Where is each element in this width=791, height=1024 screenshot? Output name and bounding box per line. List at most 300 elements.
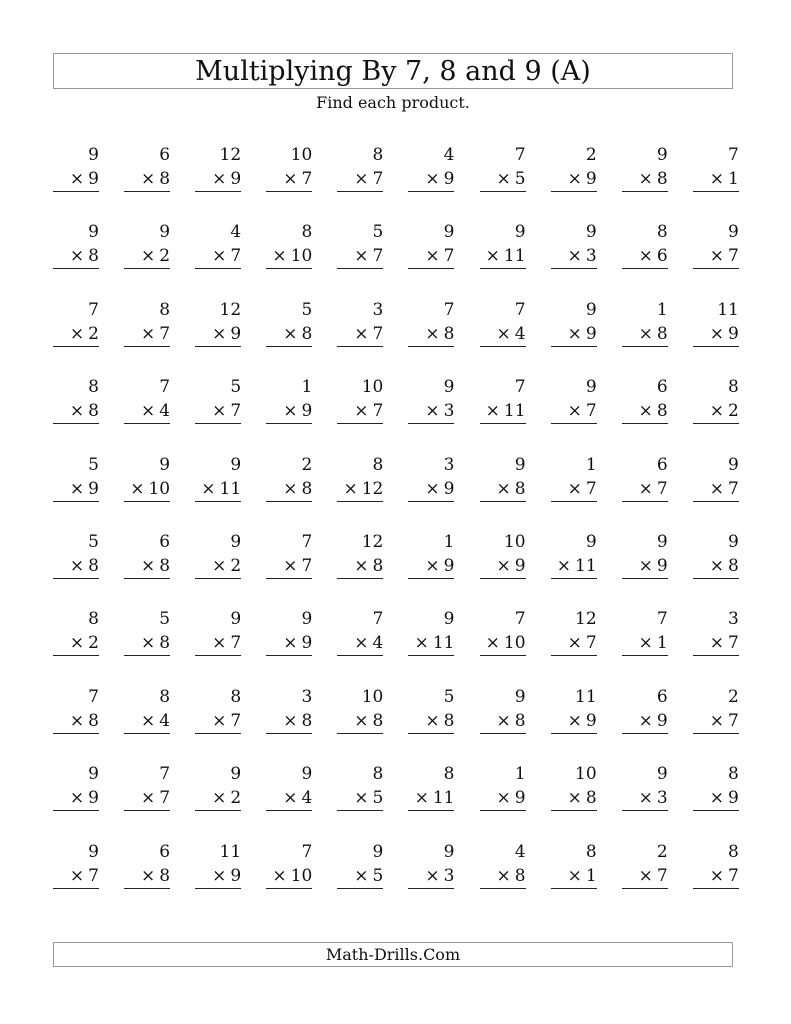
times-sign: × bbox=[69, 865, 85, 886]
footer-site-name: Math-Drills.Com bbox=[325, 944, 461, 964]
multiplier: 11 bbox=[575, 555, 597, 576]
multiplier: 7 bbox=[728, 865, 739, 886]
multiplier: 1 bbox=[656, 633, 668, 654]
times-sign: × bbox=[283, 633, 298, 654]
multiplier: 4 bbox=[301, 788, 313, 809]
times-sign: × bbox=[709, 710, 725, 731]
problem bbox=[266, 143, 312, 220]
times-sign: × bbox=[283, 710, 298, 731]
multiplier-row bbox=[408, 631, 454, 656]
multiplier-row bbox=[693, 864, 739, 889]
times-sign: × bbox=[638, 401, 653, 422]
times-sign: × bbox=[141, 169, 156, 189]
times-sign: × bbox=[425, 246, 440, 267]
multiplier-row bbox=[53, 167, 99, 192]
multiplicand: 9 bbox=[230, 531, 242, 552]
multiplier: 8 bbox=[159, 633, 171, 654]
multiplier: 1 bbox=[585, 865, 597, 886]
multiplier-row bbox=[408, 322, 454, 347]
multiplicand: 7 bbox=[88, 299, 99, 320]
multiplier-row bbox=[195, 244, 241, 269]
multiplier: 7 bbox=[88, 865, 99, 886]
problem bbox=[124, 685, 170, 762]
times-sign: × bbox=[638, 169, 653, 189]
problem bbox=[408, 607, 454, 684]
problem bbox=[622, 840, 668, 917]
problem bbox=[195, 685, 241, 762]
multiplier: 8 bbox=[88, 401, 99, 422]
multiplicand: 8 bbox=[443, 764, 455, 785]
multiplier-row bbox=[124, 167, 170, 192]
multiplicand: 5 bbox=[301, 299, 313, 320]
multiplier-row bbox=[337, 322, 383, 347]
times-sign: × bbox=[283, 323, 298, 344]
times-sign: × bbox=[496, 788, 511, 809]
multiplicand: 8 bbox=[728, 377, 739, 398]
multiplier: 7 bbox=[301, 169, 313, 189]
problem bbox=[53, 762, 99, 839]
problem bbox=[337, 143, 383, 220]
problem bbox=[266, 453, 312, 530]
multiplier: 8 bbox=[728, 555, 739, 576]
multiplier-row bbox=[124, 864, 170, 889]
problem bbox=[337, 375, 383, 452]
problem bbox=[195, 298, 241, 375]
times-sign: × bbox=[425, 865, 440, 886]
times-sign: × bbox=[69, 246, 85, 267]
problem bbox=[480, 298, 526, 375]
multiplier: 9 bbox=[301, 633, 313, 654]
times-sign: × bbox=[212, 246, 227, 267]
multiplier: 7 bbox=[230, 401, 242, 422]
multiplier: 7 bbox=[230, 710, 242, 731]
times-sign: × bbox=[709, 555, 725, 576]
problem bbox=[480, 143, 526, 220]
multiplier: 8 bbox=[301, 323, 313, 344]
multiplier-row bbox=[124, 322, 170, 347]
times-sign: × bbox=[485, 633, 500, 654]
multiplicand: 9 bbox=[728, 222, 739, 243]
multiplier-row bbox=[551, 477, 597, 502]
times-sign: × bbox=[567, 323, 582, 344]
times-sign: × bbox=[354, 788, 369, 809]
problem bbox=[195, 453, 241, 530]
multiplier-row bbox=[480, 167, 526, 192]
multiplier-row bbox=[551, 864, 597, 889]
multiplier: 8 bbox=[159, 169, 171, 189]
problem bbox=[693, 762, 739, 839]
multiplicand: 8 bbox=[88, 609, 99, 630]
multiplicand: 9 bbox=[88, 841, 99, 862]
problem bbox=[337, 530, 383, 607]
multiplier: 8 bbox=[656, 169, 668, 189]
problem bbox=[551, 840, 597, 917]
times-sign: × bbox=[69, 633, 85, 654]
multiplicand: 3 bbox=[372, 299, 384, 320]
multiplier: 3 bbox=[585, 246, 597, 267]
times-sign: × bbox=[141, 710, 156, 731]
multiplier-row bbox=[408, 709, 454, 734]
multiplier-row bbox=[480, 786, 526, 811]
multiplier: 1 bbox=[728, 169, 739, 189]
multiplier: 8 bbox=[88, 246, 99, 267]
times-sign: × bbox=[425, 323, 440, 344]
problem bbox=[266, 220, 312, 297]
problem bbox=[551, 453, 597, 530]
multiplier-row bbox=[195, 322, 241, 347]
multiplier: 11 bbox=[503, 401, 526, 422]
multiplier-row bbox=[195, 631, 241, 656]
multiplicand: 2 bbox=[585, 145, 597, 165]
multiplicand: 8 bbox=[728, 764, 739, 785]
times-sign: × bbox=[354, 401, 369, 422]
problem bbox=[622, 685, 668, 762]
problem bbox=[480, 840, 526, 917]
problem bbox=[266, 840, 312, 917]
multiplicand: 2 bbox=[728, 686, 739, 707]
multiplier-row bbox=[124, 631, 170, 656]
times-sign: × bbox=[212, 555, 227, 576]
multiplier-row bbox=[622, 167, 668, 192]
problem bbox=[53, 840, 99, 917]
multiplier: 7 bbox=[728, 246, 739, 267]
problem bbox=[408, 530, 454, 607]
problem bbox=[408, 298, 454, 375]
multiplicand: 6 bbox=[159, 145, 171, 165]
multiplier: 10 bbox=[148, 478, 171, 499]
multiplier: 8 bbox=[301, 710, 313, 731]
times-sign: × bbox=[69, 710, 85, 731]
multiplier-row bbox=[693, 554, 739, 579]
problem bbox=[124, 840, 170, 917]
problem bbox=[551, 762, 597, 839]
problem bbox=[266, 530, 312, 607]
multiplicand: 6 bbox=[159, 841, 171, 862]
multiplicand: 3 bbox=[443, 454, 455, 475]
multiplier-row bbox=[480, 399, 526, 424]
times-sign: × bbox=[283, 401, 298, 422]
times-sign: × bbox=[638, 246, 653, 267]
problem bbox=[337, 220, 383, 297]
multiplier-row bbox=[337, 244, 383, 269]
multiplicand: 7 bbox=[301, 531, 313, 552]
multiplicand: 9 bbox=[159, 454, 171, 475]
times-sign: × bbox=[414, 788, 429, 809]
multiplier-row bbox=[124, 786, 170, 811]
times-sign: × bbox=[283, 478, 298, 499]
times-sign: × bbox=[485, 246, 500, 267]
problem bbox=[408, 762, 454, 839]
times-sign: × bbox=[709, 478, 725, 499]
multiplier-row bbox=[551, 167, 597, 192]
multiplier: 8 bbox=[443, 710, 455, 731]
multiplier: 7 bbox=[728, 478, 739, 499]
multiplicand: 7 bbox=[372, 609, 384, 630]
multiplier-row bbox=[53, 554, 99, 579]
multiplicand: 8 bbox=[88, 377, 99, 398]
multiplier: 9 bbox=[514, 788, 526, 809]
multiplier: 9 bbox=[656, 710, 668, 731]
times-sign: × bbox=[212, 633, 227, 654]
problem bbox=[408, 685, 454, 762]
multiplicand: 9 bbox=[656, 531, 668, 552]
problem bbox=[195, 220, 241, 297]
problem bbox=[337, 685, 383, 762]
problem bbox=[480, 685, 526, 762]
problem bbox=[693, 143, 739, 220]
multiplier: 9 bbox=[301, 401, 313, 422]
problem bbox=[195, 607, 241, 684]
times-sign: × bbox=[354, 323, 369, 344]
times-sign: × bbox=[130, 478, 145, 499]
multiplicand: 9 bbox=[443, 222, 455, 243]
times-sign: × bbox=[709, 401, 725, 422]
multiplier-row bbox=[53, 709, 99, 734]
multiplier: 9 bbox=[88, 169, 99, 189]
times-sign: × bbox=[354, 633, 369, 654]
multiplicand: 3 bbox=[301, 686, 313, 707]
instructions: Find each product. bbox=[316, 93, 470, 112]
multiplier-row bbox=[53, 244, 99, 269]
multiplier: 7 bbox=[443, 246, 455, 267]
multiplier: 9 bbox=[443, 478, 455, 499]
multiplier-row bbox=[53, 631, 99, 656]
multiplicand: 9 bbox=[514, 222, 526, 243]
problem bbox=[480, 453, 526, 530]
multiplier: 4 bbox=[514, 323, 526, 344]
multiplicand: 9 bbox=[656, 145, 668, 165]
multiplier-row bbox=[337, 786, 383, 811]
multiplicand: 5 bbox=[372, 222, 384, 243]
problem bbox=[266, 298, 312, 375]
times-sign: × bbox=[496, 169, 511, 189]
times-sign: × bbox=[212, 865, 227, 886]
multiplier: 8 bbox=[88, 710, 99, 731]
multiplier-row bbox=[480, 244, 526, 269]
multiplicand: 7 bbox=[656, 609, 668, 630]
multiplier: 9 bbox=[443, 555, 455, 576]
multiplicand: 9 bbox=[514, 686, 526, 707]
multiplicand: 7 bbox=[301, 841, 313, 862]
multiplicand: 10 bbox=[361, 377, 384, 398]
multiplier: 7 bbox=[230, 633, 242, 654]
multiplicand: 9 bbox=[656, 764, 668, 785]
times-sign: × bbox=[567, 633, 582, 654]
problem bbox=[53, 220, 99, 297]
times-sign: × bbox=[638, 788, 653, 809]
multiplier: 2 bbox=[88, 633, 99, 654]
multiplicand: 9 bbox=[585, 531, 597, 552]
multiplier: 10 bbox=[290, 246, 313, 267]
times-sign: × bbox=[425, 401, 440, 422]
multiplier: 7 bbox=[585, 478, 597, 499]
problem bbox=[551, 220, 597, 297]
multiplier-row bbox=[622, 864, 668, 889]
multiplier-row bbox=[622, 477, 668, 502]
problem bbox=[693, 453, 739, 530]
multiplier: 9 bbox=[728, 788, 739, 809]
times-sign: × bbox=[567, 788, 582, 809]
multiplicand: 9 bbox=[88, 145, 99, 165]
problem-grid bbox=[53, 143, 739, 917]
multiplier-row bbox=[551, 554, 597, 579]
multiplier: 9 bbox=[585, 323, 597, 344]
times-sign: × bbox=[485, 401, 500, 422]
multiplier: 9 bbox=[230, 323, 242, 344]
multiplier: 7 bbox=[372, 323, 384, 344]
times-sign: × bbox=[709, 865, 725, 886]
multiplier-row bbox=[195, 864, 241, 889]
times-sign: × bbox=[425, 555, 440, 576]
multiplier-row bbox=[53, 399, 99, 424]
problem bbox=[124, 375, 170, 452]
multiplier-row bbox=[622, 631, 668, 656]
multiplier: 8 bbox=[514, 478, 526, 499]
times-sign: × bbox=[69, 169, 85, 189]
multiplicand: 9 bbox=[159, 222, 171, 243]
times-sign: × bbox=[69, 401, 85, 422]
multiplier-row bbox=[693, 244, 739, 269]
multiplicand: 6 bbox=[656, 454, 668, 475]
times-sign: × bbox=[496, 478, 511, 499]
times-sign: × bbox=[567, 478, 582, 499]
problem bbox=[124, 530, 170, 607]
multiplier-row bbox=[124, 399, 170, 424]
multiplicand: 1 bbox=[585, 454, 597, 475]
multiplier-row bbox=[266, 631, 312, 656]
times-sign: × bbox=[638, 710, 653, 731]
multiplier: 12 bbox=[361, 478, 384, 499]
multiplier-row bbox=[124, 244, 170, 269]
times-sign: × bbox=[354, 169, 369, 189]
multiplier: 7 bbox=[585, 633, 597, 654]
multiplier: 7 bbox=[372, 401, 384, 422]
multiplier-row bbox=[480, 554, 526, 579]
multiplier-row bbox=[622, 554, 668, 579]
multiplier: 7 bbox=[372, 246, 384, 267]
multiplicand: 7 bbox=[728, 145, 739, 165]
problem bbox=[53, 607, 99, 684]
footer-box bbox=[53, 942, 733, 967]
times-sign: × bbox=[343, 478, 358, 499]
multiplicand: 10 bbox=[503, 531, 526, 552]
multiplicand: 5 bbox=[88, 454, 99, 475]
multiplier-row bbox=[408, 477, 454, 502]
problem bbox=[551, 685, 597, 762]
multiplier-row bbox=[195, 167, 241, 192]
multiplier: 7 bbox=[372, 169, 384, 189]
multiplier: 8 bbox=[88, 555, 99, 576]
problem bbox=[551, 298, 597, 375]
multiplicand: 12 bbox=[219, 299, 242, 320]
problem bbox=[551, 607, 597, 684]
multiplier: 11 bbox=[432, 788, 455, 809]
times-sign: × bbox=[638, 555, 653, 576]
multiplicand: 8 bbox=[230, 686, 242, 707]
multiplicand: 7 bbox=[514, 299, 526, 320]
multiplier-row bbox=[551, 244, 597, 269]
multiplier-row bbox=[693, 167, 739, 192]
multiplicand: 7 bbox=[88, 686, 99, 707]
problem bbox=[337, 607, 383, 684]
multiplier: 9 bbox=[230, 169, 242, 189]
multiplier-row bbox=[693, 322, 739, 347]
multiplier-row bbox=[266, 167, 312, 192]
times-sign: × bbox=[212, 169, 227, 189]
problem bbox=[622, 375, 668, 452]
multiplier: 9 bbox=[88, 478, 99, 499]
multiplier-row bbox=[480, 322, 526, 347]
problem bbox=[195, 762, 241, 839]
multiplier: 10 bbox=[503, 633, 526, 654]
multiplicand: 5 bbox=[88, 531, 99, 552]
multiplicand: 8 bbox=[159, 299, 171, 320]
multiplier-row bbox=[551, 399, 597, 424]
times-sign: × bbox=[201, 478, 216, 499]
times-sign: × bbox=[141, 323, 156, 344]
problem bbox=[124, 143, 170, 220]
multiplier-row bbox=[337, 399, 383, 424]
problem bbox=[408, 840, 454, 917]
multiplier-row bbox=[408, 167, 454, 192]
times-sign: × bbox=[354, 865, 369, 886]
multiplier: 9 bbox=[585, 169, 597, 189]
multiplier-row bbox=[622, 244, 668, 269]
problem bbox=[195, 375, 241, 452]
multiplier: 8 bbox=[301, 478, 313, 499]
problem bbox=[124, 607, 170, 684]
multiplicand: 10 bbox=[575, 764, 597, 785]
multiplier-row bbox=[124, 554, 170, 579]
multiplicand: 9 bbox=[443, 841, 455, 862]
problem bbox=[622, 607, 668, 684]
multiplier-row bbox=[337, 631, 383, 656]
problem bbox=[693, 685, 739, 762]
multiplier: 4 bbox=[372, 633, 384, 654]
title-box bbox=[53, 53, 733, 89]
multiplier: 3 bbox=[443, 865, 455, 886]
multiplier: 7 bbox=[159, 323, 171, 344]
multiplier-row bbox=[195, 709, 241, 734]
times-sign: × bbox=[212, 788, 227, 809]
times-sign: × bbox=[709, 169, 725, 189]
multiplier: 5 bbox=[372, 865, 384, 886]
multiplier-row bbox=[337, 477, 383, 502]
multiplicand: 8 bbox=[301, 222, 313, 243]
multiplicand: 1 bbox=[514, 764, 526, 785]
multiplicand: 8 bbox=[372, 454, 384, 475]
problem bbox=[693, 607, 739, 684]
times-sign: × bbox=[141, 401, 156, 422]
problem bbox=[480, 530, 526, 607]
multiplicand: 8 bbox=[656, 222, 668, 243]
multiplier-row bbox=[693, 477, 739, 502]
multiplicand: 8 bbox=[728, 841, 739, 862]
multiplicand: 9 bbox=[230, 454, 242, 475]
multiplicand: 6 bbox=[656, 686, 668, 707]
problem bbox=[53, 530, 99, 607]
times-sign: × bbox=[69, 323, 85, 344]
times-sign: × bbox=[141, 246, 156, 267]
multiplier-row bbox=[693, 709, 739, 734]
multiplier-row bbox=[195, 554, 241, 579]
multiplier-row bbox=[53, 477, 99, 502]
multiplier: 8 bbox=[372, 555, 384, 576]
problem bbox=[551, 143, 597, 220]
times-sign: × bbox=[414, 633, 429, 654]
problem bbox=[124, 762, 170, 839]
multiplicand: 8 bbox=[585, 841, 597, 862]
